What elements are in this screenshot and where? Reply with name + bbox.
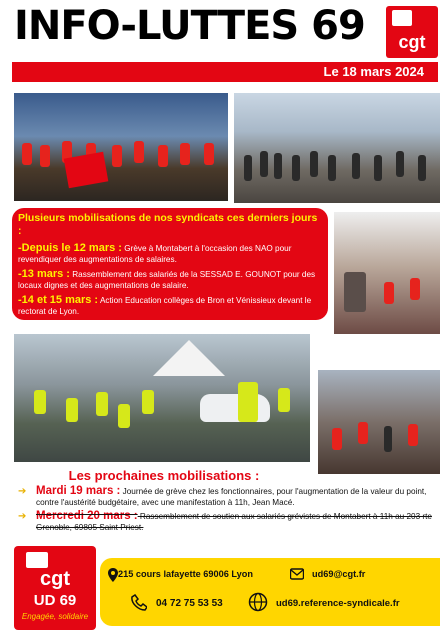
website-link[interactable]: ud69.reference-syndicale.fr bbox=[276, 598, 400, 609]
recent-mobilisations-heading: Plusieurs mobilisations de nos syndicats ces derniers jours : bbox=[18, 212, 318, 237]
upcoming-mobilisations-title: Les prochaines mobilisations : bbox=[68, 468, 260, 483]
mobilisation-text: Action Education collèges de Bron et Vénissieux devant le rectorat de Lyon. bbox=[18, 296, 312, 316]
upcoming-text: Journée de grève chez les fonctionnaires, pour l'augmentation de la valeur du point, contre l'austérité budgétaire, avec une manifestation à 11h, Jean Macé. bbox=[36, 487, 427, 507]
recent-mobilisations-box bbox=[12, 208, 328, 320]
cgt-logo-text: cgt bbox=[398, 32, 426, 52]
email-link[interactable]: ud69@cgt.fr bbox=[312, 569, 366, 579]
mobilisation-date: -13 mars : bbox=[18, 268, 70, 280]
address-text: 215 cours lafayette 69006 Lyon bbox=[118, 569, 253, 579]
photo-strikers-banner bbox=[14, 93, 228, 201]
cgt-ud69-logo bbox=[14, 546, 96, 630]
date-bar bbox=[12, 62, 438, 82]
upcoming-text: Rassemblement de soutien aux salariés grévistes de Montabert à 11h au 203 rte Grenoble, 69805 Saint Priest. bbox=[36, 512, 432, 532]
mobilisation-date: -Depuis le 12 mars : bbox=[18, 242, 122, 254]
phone-number[interactable]: 04 72 75 53 53 bbox=[156, 598, 223, 609]
logo-slogan: Engagée, solidaire bbox=[21, 612, 89, 621]
photo-education-rally bbox=[334, 212, 440, 334]
photo-gathering-building bbox=[234, 93, 440, 203]
logo-cgt-text: cgt bbox=[40, 568, 70, 590]
mobilisation-item bbox=[18, 243, 322, 265]
photo-strike-picket-tent bbox=[14, 334, 310, 462]
mobilisation-text: Grève à Montabert à l'occasion des NAO pour revendiquer des augmentations de salaires. bbox=[18, 244, 292, 264]
upcoming-item-cancelled bbox=[18, 511, 438, 533]
upcoming-mobilisations-list bbox=[18, 486, 438, 536]
logo-ud-text: UD 69 bbox=[33, 592, 77, 609]
photo-street-protest bbox=[318, 370, 440, 474]
mobilisation-text: Rassemblement des salariés de la SESSAD E. GOUNOT pour des locaux dignes et des augmentations de salaire. bbox=[18, 270, 316, 290]
cgt-logo bbox=[386, 6, 438, 58]
mobilisation-item bbox=[18, 295, 322, 317]
flag-icon bbox=[26, 552, 48, 568]
arrow-right-icon: ➔ bbox=[18, 511, 27, 522]
upcoming-date: Mercredi 20 mars : bbox=[36, 510, 138, 522]
upcoming-item bbox=[18, 486, 438, 508]
mail-icon bbox=[290, 568, 304, 582]
mobilisation-item bbox=[18, 269, 322, 291]
upcoming-date: Mardi 19 mars : bbox=[36, 485, 121, 497]
mobilisation-date: -14 et 15 mars : bbox=[18, 294, 99, 306]
globe-icon bbox=[248, 592, 268, 612]
arrow-right-icon: ➔ bbox=[18, 486, 27, 497]
contact-footer bbox=[100, 558, 440, 626]
flag-icon bbox=[392, 10, 412, 26]
phone-icon bbox=[130, 594, 148, 612]
issue-date: Le 18 mars 2024 bbox=[323, 64, 424, 79]
page-title: INFO-LUTTES 69 bbox=[14, 3, 365, 49]
